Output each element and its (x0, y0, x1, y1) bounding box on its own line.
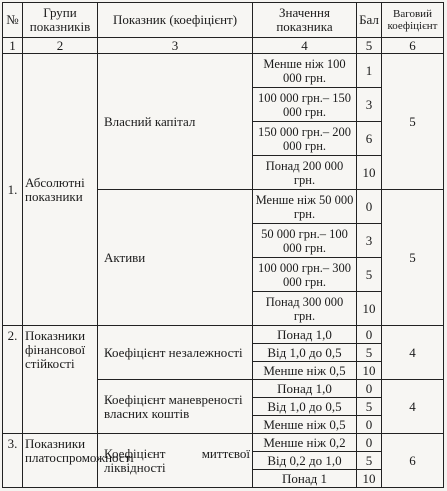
header-group: Групи показників (23, 3, 98, 38)
value-range: Від 1,0 до 0,5 (253, 344, 357, 362)
score-cell: 0 (357, 326, 382, 344)
header-score: Бал (357, 3, 382, 38)
value-range: Менше ніж 100 000 грн. (253, 54, 357, 88)
score-cell: 5 (357, 258, 382, 292)
weight-cell: 4 (382, 380, 444, 434)
group-number: 3. (3, 434, 23, 488)
score-cell: 0 (357, 190, 382, 224)
value-range: Менше ніж 0,5 (253, 416, 357, 434)
value-range: Менше ніж 0,2 (253, 434, 357, 452)
weight-cell: 5 (382, 54, 444, 190)
score-cell: 10 (357, 292, 382, 326)
column-numbers-row (3, 38, 444, 54)
value-range: Понад 200 000 грн. (253, 156, 357, 190)
value-range: 150 000 грн.– 200 000 грн. (253, 122, 357, 156)
score-cell: 3 (357, 224, 382, 258)
table-row (3, 434, 444, 452)
weight-cell: 5 (382, 190, 444, 326)
group-number: 1. (3, 54, 23, 326)
score-cell: 5 (357, 452, 382, 470)
value-range: Від 1,0 до 0,5 (253, 398, 357, 416)
value-range: 100 000 грн.– 300 000 грн. (253, 258, 357, 292)
colnum-5: 5 (357, 38, 382, 54)
score-cell: 10 (357, 470, 382, 488)
group-name: Показники платоспроможності (23, 434, 98, 488)
indicator-name: Активи (98, 190, 253, 326)
value-range: Понад 1,0 (253, 380, 357, 398)
group-name: Показники фінансової стійкості (23, 326, 98, 434)
score-cell: 0 (357, 434, 382, 452)
table-row (3, 54, 444, 88)
score-cell: 10 (357, 362, 382, 380)
score-cell: 3 (357, 88, 382, 122)
indicator-name: Коефіцієнт маневреності власних коштів (98, 380, 253, 434)
weight-cell: 4 (382, 326, 444, 380)
group-number: 2. (3, 326, 23, 434)
group-name: Абсолютні показники (23, 54, 98, 326)
score-cell: 5 (357, 398, 382, 416)
score-cell: 1 (357, 54, 382, 88)
indicator-name: Коефіцієнт миттєвої ліквідності (98, 434, 253, 488)
score-cell: 5 (357, 344, 382, 362)
header-num: № (3, 3, 23, 38)
indicator-name: Власний капітал (98, 54, 253, 190)
header-indicator: Показник (коефіцієнт) (98, 3, 253, 38)
score-cell: 0 (357, 416, 382, 434)
header-value: Значення показника (253, 3, 357, 38)
table-row (3, 326, 444, 344)
value-range: 50 000 грн.– 100 000 грн. (253, 224, 357, 258)
document-page (2, 2, 443, 488)
score-cell: 6 (357, 122, 382, 156)
weight-cell: 6 (382, 434, 444, 488)
colnum-6: 6 (382, 38, 444, 54)
header-weight: Ваговий коефіцієнт (382, 3, 444, 38)
colnum-2: 2 (23, 38, 98, 54)
value-range: Від 0,2 до 1,0 (253, 452, 357, 470)
value-range: Понад 1,0 (253, 326, 357, 344)
score-cell: 10 (357, 156, 382, 190)
scoring-table (2, 2, 444, 488)
value-range: Менше ніж 0,5 (253, 362, 357, 380)
header-row (3, 3, 444, 38)
colnum-4: 4 (253, 38, 357, 54)
colnum-1: 1 (3, 38, 23, 54)
value-range: Менше ніж 50 000 грн. (253, 190, 357, 224)
value-range: Понад 300 000 грн. (253, 292, 357, 326)
score-cell: 0 (357, 380, 382, 398)
indicator-name: Коефіцієнт незалежності (98, 326, 253, 380)
colnum-3: 3 (98, 38, 253, 54)
value-range: 100 000 грн.– 150 000 грн. (253, 88, 357, 122)
value-range: Понад 1 (253, 470, 357, 488)
